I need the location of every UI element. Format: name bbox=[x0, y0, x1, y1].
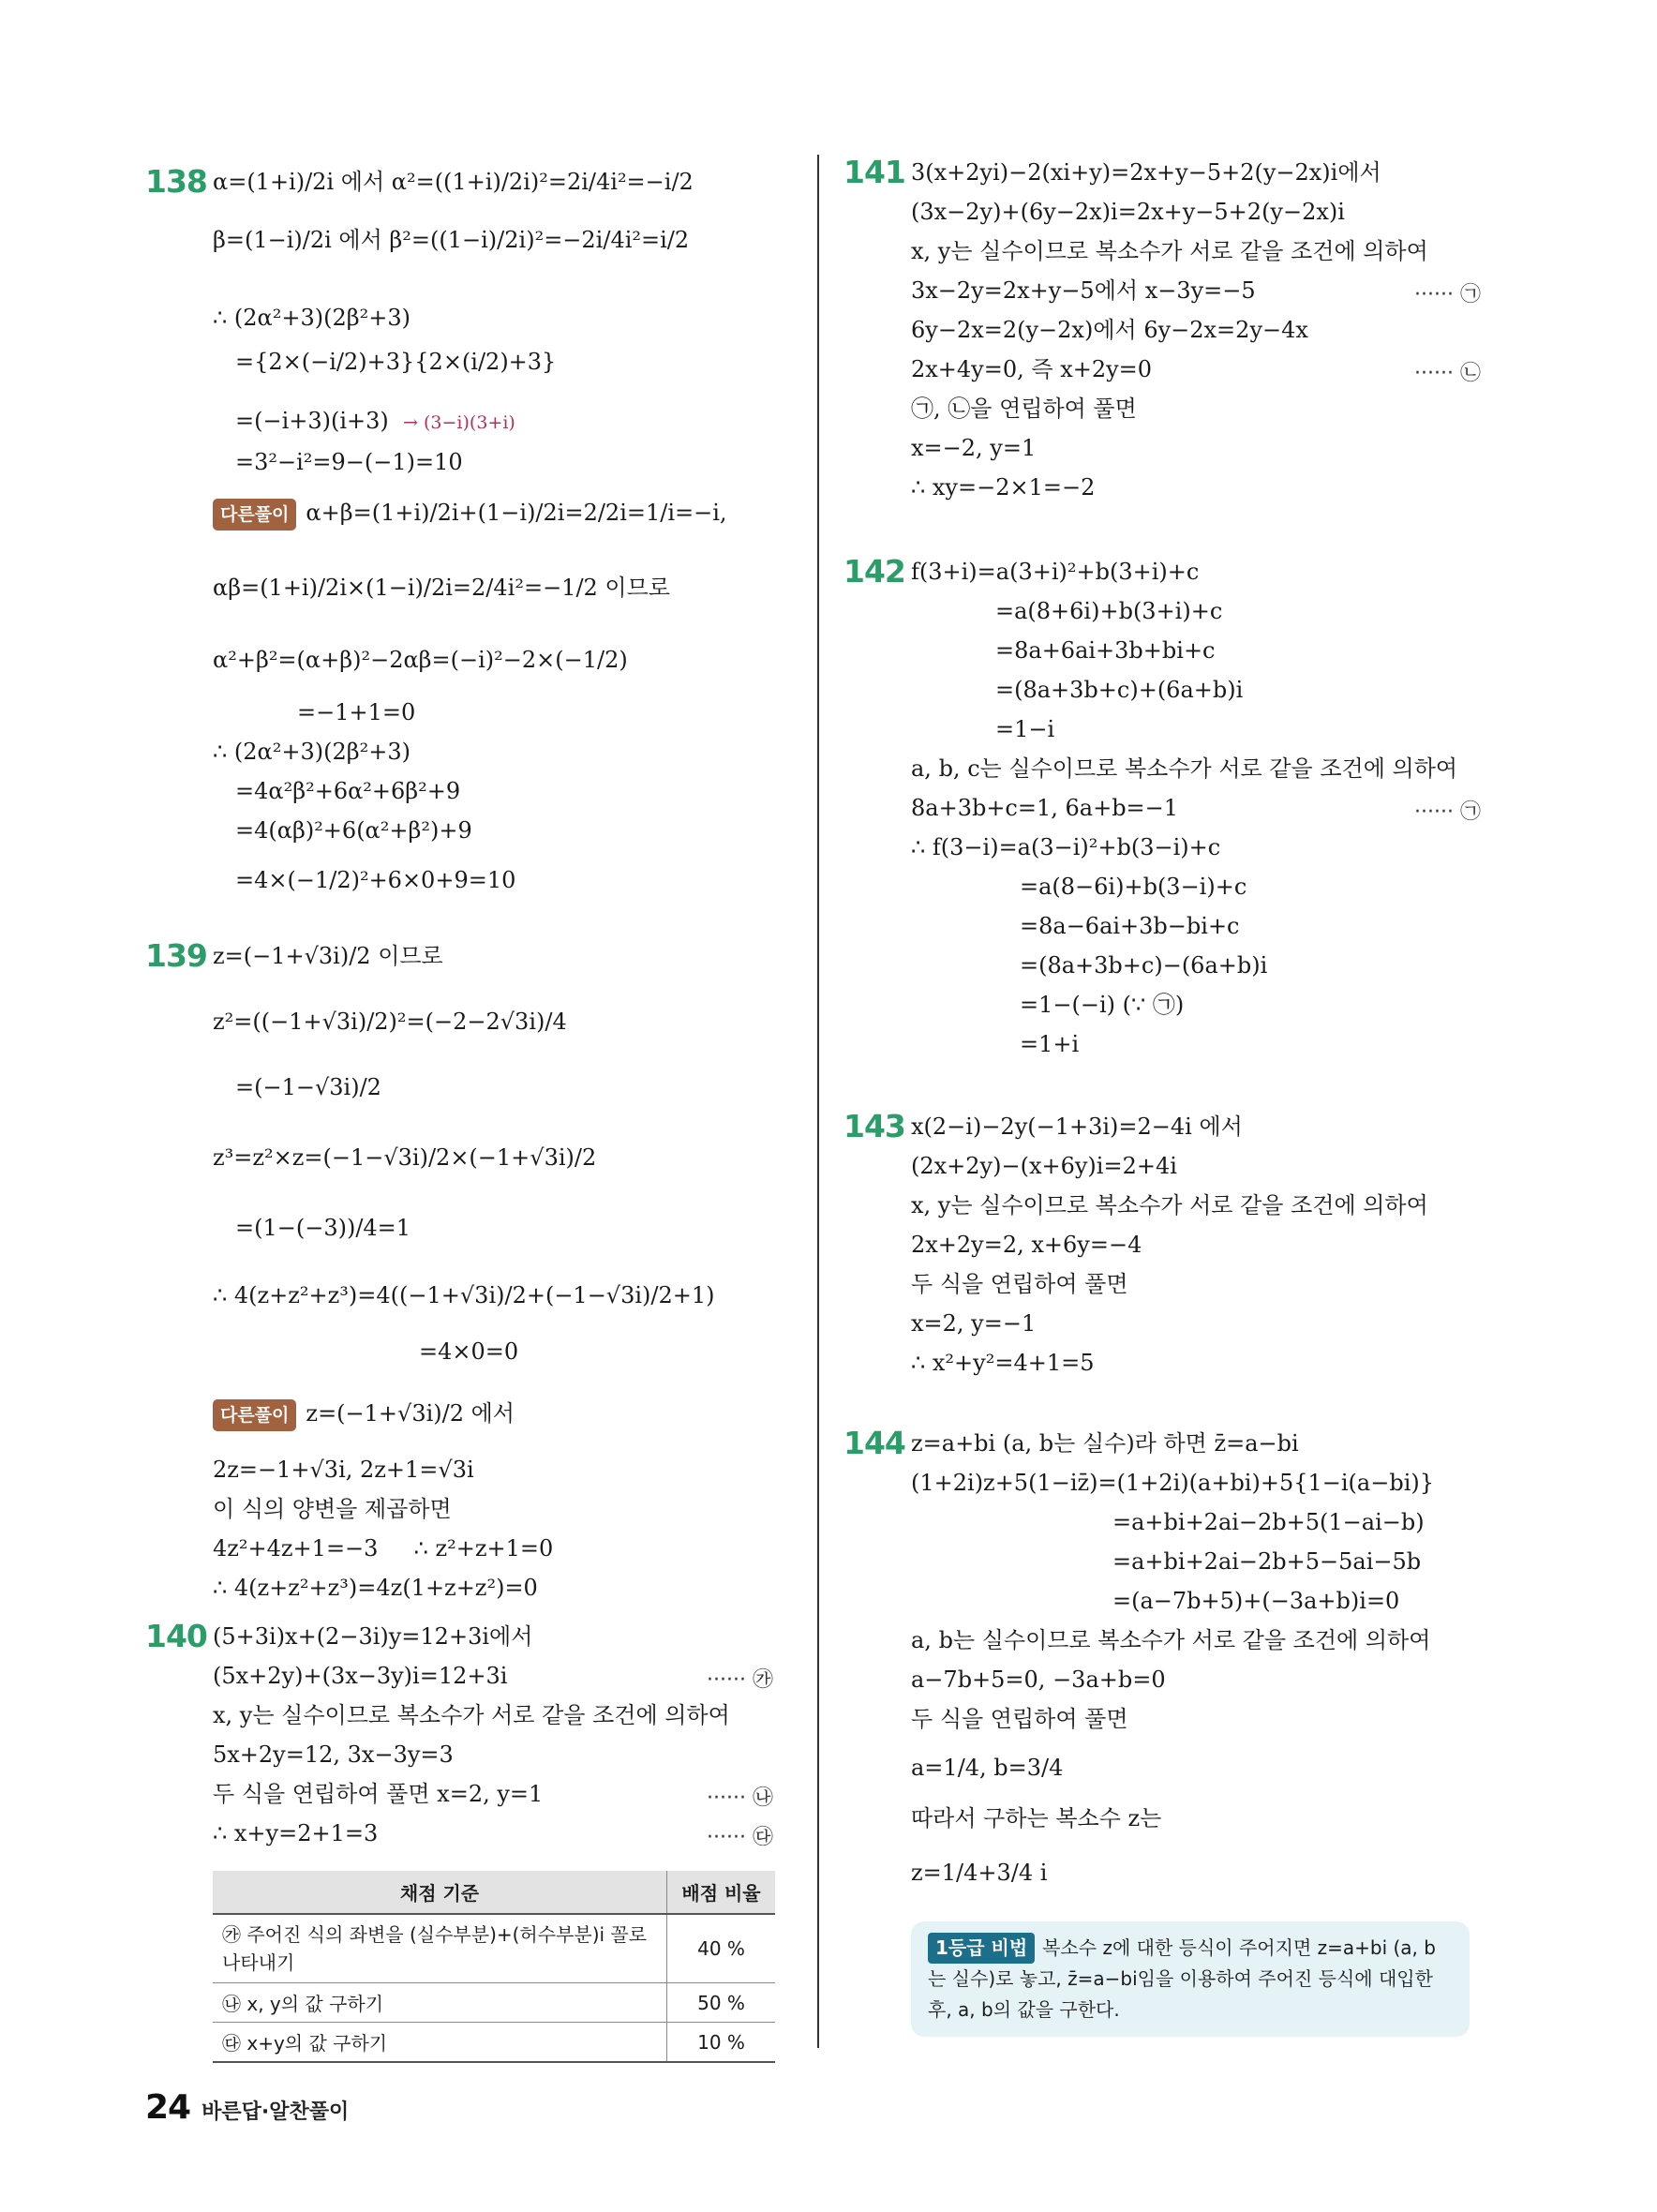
solution-line: =4×(−1/2)²+6×0+9=10 bbox=[235, 867, 516, 893]
solution-line: z=1/4+3/4 i bbox=[911, 1860, 1048, 1886]
solution-line: =4×0=0 bbox=[419, 1338, 519, 1365]
solution-line: =a+bi+2ai−2b+5−5ai−5b bbox=[1112, 1548, 1422, 1575]
step-marker: ······ ㉰ bbox=[707, 1826, 773, 1849]
problem-number: 142 bbox=[843, 553, 905, 590]
table-cell: 50 % bbox=[667, 1983, 776, 2023]
solution-line: ㉠, ㉡을 연립하여 풀면 bbox=[911, 396, 1137, 422]
solution-line: =a(8+6i)+b(3+i)+c bbox=[995, 598, 1223, 624]
solution-line: (5x+2y)+(3x−3y)i=12+3i bbox=[213, 1663, 508, 1689]
page-footer bbox=[145, 2088, 349, 2127]
solution-line: =4(αβ)²+6(α²+β²)+9 bbox=[235, 817, 472, 844]
solution-line: =(8a+3b+c)−(6a+b)i bbox=[1020, 952, 1268, 979]
solution-line: (1+2i)z+5(1−iz̄)=(1+2i)(a+bi)+5{1−i(a−bi)} bbox=[911, 1470, 1434, 1496]
solution-line: f(3+i)=a(3+i)²+b(3+i)+c bbox=[911, 559, 1200, 585]
solution-line: ∴ x²+y²=4+1=5 bbox=[911, 1350, 1095, 1376]
table-cell: ㉯ x, y의 값 구하기 bbox=[213, 1983, 667, 2023]
alt-solution-badge: 다른풀이 bbox=[213, 499, 296, 531]
solution-line: αβ=(1+i)/2i×(1−i)/2i=2/4i²=−1/2 이므로 bbox=[213, 575, 670, 601]
solution-line: x, y는 실수이므로 복소수가 서로 같을 조건에 의하여 bbox=[911, 238, 1428, 264]
solution-line: =1−(−i) (∵ ㉠) bbox=[1020, 992, 1185, 1018]
solution-line: 2x+4y=0, 즉 x+2y=0 bbox=[911, 356, 1153, 382]
solution-line: ∴ (2α²+3)(2β²+3) bbox=[213, 305, 411, 331]
solution-line: β=(1−i)/2i 에서 β²=((1−i)/2i)²=−2i/4i²=i/2 bbox=[213, 227, 690, 253]
solution-line: 2z=−1+√3i, 2z+1=√3i bbox=[213, 1457, 474, 1483]
page-number: 24 bbox=[145, 2088, 191, 2127]
step-marker: ······ ㉮ bbox=[707, 1668, 773, 1692]
solution-line: z²=((−1+√3i)/2)²=(−2−2√3i)/4 bbox=[213, 1009, 567, 1035]
solution-line: α=(1+i)/2i 에서 α²=((1+i)/2i)²=2i/4i²=−i/2 bbox=[213, 169, 694, 195]
solution-line: (2x+2y)−(x+6y)i=2+4i bbox=[911, 1153, 1177, 1179]
table-cell: 10 % bbox=[667, 2023, 776, 2063]
table-row bbox=[213, 1914, 775, 1983]
solution-line: a, b, c는 실수이므로 복소수가 서로 같을 조건에 의하여 bbox=[911, 755, 1458, 782]
solution-line: z³=z²×z=(−1−√3i)/2×(−1+√3i)/2 bbox=[213, 1144, 597, 1171]
solution-line: 두 식을 연립하여 풀면 bbox=[911, 1271, 1128, 1297]
alt-solution-badge: 다른풀이 bbox=[213, 1399, 296, 1431]
solution-line: =3²−i²=9−(−1)=10 bbox=[235, 449, 463, 475]
solution-line: =(1−(−3))/4=1 bbox=[235, 1215, 411, 1241]
solution-line: =(−1−√3i)/2 bbox=[235, 1074, 381, 1100]
solution-line: =(a−7b+5)+(−3a+b)i=0 bbox=[1112, 1588, 1400, 1614]
solution-line: x, y는 실수이므로 복소수가 서로 같을 조건에 의하여 bbox=[911, 1192, 1428, 1218]
step-marker: ······ ㉯ bbox=[707, 1786, 773, 1810]
problem-number: 140 bbox=[145, 1618, 207, 1654]
table-row bbox=[213, 2023, 775, 2063]
solution-line: 3x−2y=2x+y−5에서 x−3y=−5 bbox=[911, 277, 1256, 304]
step-marker: ······ ㉠ bbox=[1414, 283, 1481, 306]
solution-line: (3x−2y)+(6y−2x)i=2x+y−5+2(y−2x)i bbox=[911, 199, 1345, 225]
solution-line: ∴ f(3−i)=a(3−i)²+b(3−i)+c bbox=[911, 834, 1221, 860]
solution-line: a−7b+5=0, −3a+b=0 bbox=[911, 1666, 1166, 1693]
table-cell: 40 % bbox=[667, 1914, 776, 1983]
solution-line: 따라서 구하는 복소수 z는 bbox=[911, 1805, 1162, 1831]
solution-line: =(−i+3)(i+3) → (3−i)(3+i) bbox=[235, 408, 515, 434]
solution-line: 다른풀이 α+β=(1+i)/2i+(1−i)/2i=2/2i=1/i=−i, bbox=[213, 498, 727, 531]
solution-line: 다른풀이 z=(−1+√3i)/2 에서 bbox=[213, 1398, 515, 1431]
solution-line: a=1/4, b=3/4 bbox=[911, 1755, 1064, 1781]
tip-box bbox=[911, 1921, 1470, 2037]
solution-line: =1−i bbox=[995, 716, 1055, 742]
solution-line: ∴ x+y=2+1=3 bbox=[213, 1820, 379, 1846]
footer-title: 바른답·알찬풀이 bbox=[202, 2100, 350, 2124]
step-marker: ······ ㉠ bbox=[1414, 800, 1481, 824]
solution-line: α²+β²=(α+β)²−2αβ=(−i)²−2×(−1/2) bbox=[213, 647, 628, 673]
solution-line: =a(8−6i)+b(3−i)+c bbox=[1020, 874, 1247, 900]
solution-line: 6y−2x=2(y−2x)에서 6y−2x=2y−4x bbox=[911, 317, 1308, 343]
solution-line: z=a+bi (a, b는 실수)라 하면 z̄=a−bi bbox=[911, 1430, 1299, 1457]
table-row bbox=[213, 1983, 775, 2023]
solution-line: 8a+3b+c=1, 6a+b=−1 bbox=[911, 795, 1179, 821]
solution-line: =4α²β²+6α²+6β²+9 bbox=[235, 778, 461, 804]
scoring-table bbox=[213, 1871, 775, 2063]
solution-line: ∴ xy=−2×1=−2 bbox=[911, 474, 1096, 501]
problem-number: 138 bbox=[145, 163, 207, 200]
solution-line: ∴ (2α²+3)(2β²+3) bbox=[213, 739, 411, 765]
solution-line: =a+bi+2ai−2b+5(1−ai−b) bbox=[1112, 1509, 1425, 1535]
solution-line: ∴ 4(z+z²+z³)=4((−1+√3i)/2+(−1−√3i)/2+1) bbox=[213, 1282, 715, 1308]
tip-badge: 1등급 비법 bbox=[928, 1933, 1035, 1964]
solution-line: z=(−1+√3i)/2 이므로 bbox=[213, 943, 443, 969]
step-marker: ······ ㉡ bbox=[1414, 362, 1481, 385]
solution-line: 이 식의 양변을 제곱하면 bbox=[213, 1496, 452, 1522]
solution-line: =1+i bbox=[1020, 1031, 1080, 1057]
problem-number: 139 bbox=[145, 937, 207, 974]
table-header: 채점 기준 bbox=[213, 1871, 667, 1914]
solution-line: =8a+6ai+3b+bi+c bbox=[995, 637, 1216, 664]
solution-line: =8a−6ai+3b−bi+c bbox=[1020, 913, 1240, 939]
solution-line: =−1+1=0 bbox=[297, 699, 416, 725]
solution-line: 5x+2y=12, 3x−3y=3 bbox=[213, 1741, 454, 1768]
solution-line: ∴ 4(z+z²+z³)=4z(1+z+z²)=0 bbox=[213, 1575, 538, 1601]
solution-line: 3(x+2yi)−2(xi+y)=2x+y−5+2(y−2x)i에서 bbox=[911, 159, 1381, 186]
solution-line: x=−2, y=1 bbox=[911, 435, 1037, 461]
annotation-note: → (3−i)(3+i) bbox=[403, 412, 515, 433]
table-header: 배점 비율 bbox=[667, 1871, 776, 1914]
solution-line: 두 식을 연립하여 풀면 bbox=[911, 1706, 1128, 1732]
problem-number: 144 bbox=[843, 1425, 905, 1461]
solution-line: x, y는 실수이므로 복소수가 서로 같을 조건에 의하여 bbox=[213, 1702, 730, 1728]
solution-line: x=2, y=−1 bbox=[911, 1310, 1037, 1337]
solution-line: 두 식을 연립하여 풀면 x=2, y=1 bbox=[213, 1781, 544, 1807]
solution-line: (5+3i)x+(2−3i)y=12+3i에서 bbox=[213, 1623, 533, 1650]
problem-number: 141 bbox=[843, 154, 905, 190]
table-cell: ㉮ 주어진 식의 좌변을 (실수부분)+(허수부분)i 꼴로 나타내기 bbox=[213, 1914, 667, 1983]
solution-line: =(8a+3b+c)+(6a+b)i bbox=[995, 677, 1244, 703]
solution-line: ={2×(−i/2)+3}{2×(i/2)+3} bbox=[235, 349, 557, 375]
solution-line: 4z²+4z+1=−3 ∴ z²+z+1=0 bbox=[213, 1535, 554, 1562]
problem-number: 143 bbox=[843, 1108, 905, 1144]
solution-line: 2x+2y=2, x+6y=−4 bbox=[911, 1232, 1142, 1258]
tip-text: 복소수 z에 대한 등식이 주어지면 z=a+bi (a, b는 실수)로 놓고, z̄=a−bi임을 이용하여 주어진 등식에 대입한 후, a, b의 값을 구한다. bbox=[928, 1936, 1436, 2021]
column-divider bbox=[817, 155, 819, 2048]
table-cell: ㉰ x+y의 값 구하기 bbox=[213, 2023, 667, 2063]
solution-line: x(2−i)−2y(−1+3i)=2−4i 에서 bbox=[911, 1113, 1243, 1140]
solution-line: a, b는 실수이므로 복소수가 서로 같을 조건에 의하여 bbox=[911, 1627, 1431, 1653]
